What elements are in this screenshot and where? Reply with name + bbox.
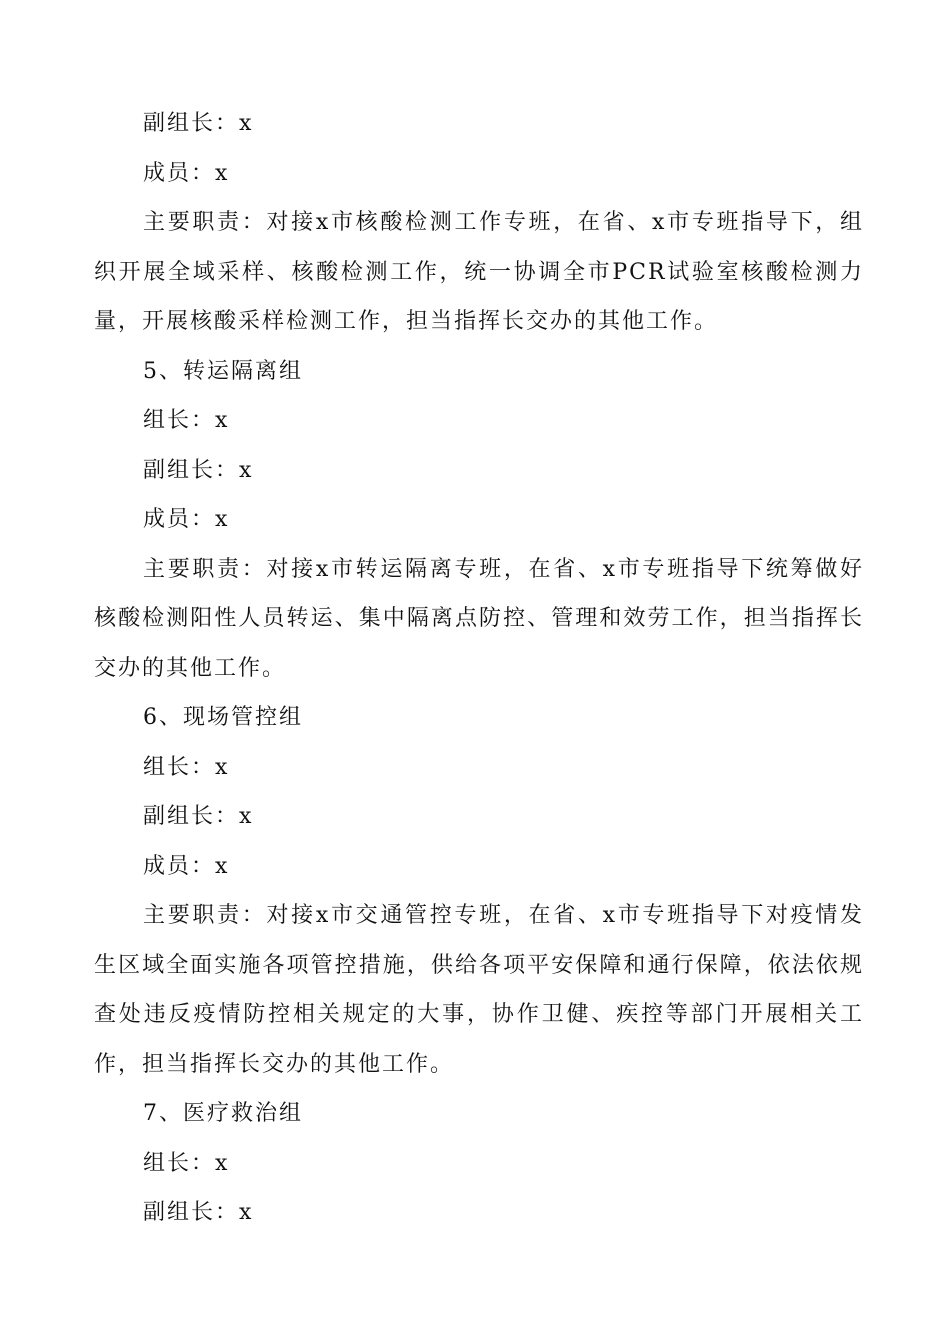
leader-line-7: 组长：x [143,1150,230,1176]
duties-paragraph-6: 主要职责：对接x市交通管控专班，在省、x市专班指导下对疫情发生区域全面实施各项管控措施，供给各项平安保障和通行保障，依法依规查处违反疫情防控相关规定的大事，协作卫健、疾控等部门开展相关工作，担当指挥长交办的其他工作。 [94,903,864,1077]
deputy-leader-line: 副组长：x [143,111,254,136]
leader-line-5: 组长：x [143,408,230,433]
section-heading-6: 6、现场管控组 [143,705,303,730]
leader-line-6: 组长：x [143,754,230,780]
deputy-leader-line-7: 副组长：x [143,1200,254,1225]
duties-paragraph: 主要职责：对接x市核酸检测工作专班，在省、x市专班指导下，组织开展全域采样、核酸检测工作，统一协调全市PCR试验室核酸检测力量，开展核酸采样检测工作，担当指挥长交办的其他工作。 [94,210,864,334]
members-line-6: 成员：x [143,853,230,879]
duties-paragraph-5: 主要职责：对接x市转运隔离专班，在省、x市专班指导下统筹做好核酸检测阳性人员转运、集中隔离点防控、管理和效劳工作，担当指挥长交办的其他工作。 [94,556,864,681]
deputy-leader-line-6: 副组长：x [143,804,254,829]
deputy-leader-line-5: 副组长：x [143,457,254,483]
section-heading-7: 7、医疗救治组 [143,1101,303,1126]
document-page [94,99,864,1238]
members-line-5: 成员：x [143,507,230,532]
members-line: 成员：x [143,160,230,186]
section-heading-5: 5、转运隔离组 [143,358,303,384]
